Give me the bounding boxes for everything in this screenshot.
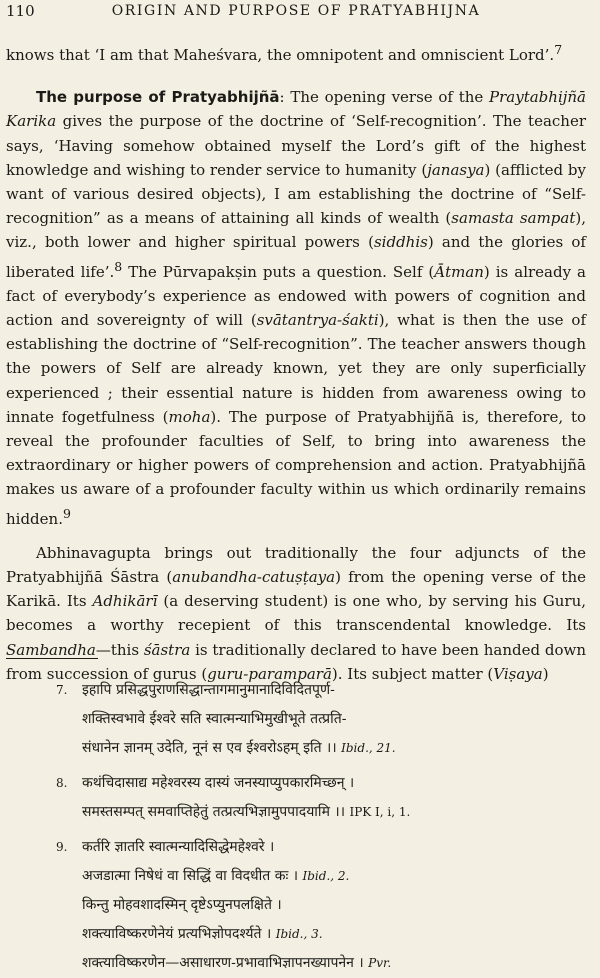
footnote-label: 9. (56, 840, 68, 854)
footnote-ref-7: 7 (554, 42, 563, 57)
running-title: ORIGIN AND PURPOSE OF PRATYABHIJNA (111, 3, 481, 19)
italic-term: śāstra (143, 640, 191, 659)
footnote-label: 7. (56, 683, 68, 697)
sanskrit-text: कर्तरि ज्ञातरि स्वात्मन्यादिसिद्धेमहेश्वरे । (82, 839, 275, 855)
footnote-separator (6, 658, 98, 659)
sanskrit-text: इहापि प्रसिद्धपुराणसिद्धान्तागमानुमानादिविदितपूर्ण- (82, 682, 335, 698)
italic-term: siddhis (373, 233, 428, 252)
citation: Ibid., 21. (341, 741, 396, 755)
footnote-line (82, 798, 586, 827)
text-run: : The opening verse of the (279, 88, 490, 107)
text-run: —this (95, 640, 144, 659)
page-number: 110 (6, 2, 35, 20)
text-run: (a deserving student) is one who, by serving his Guru, becomes a worthy recepient of this transcendental knowledge. Its (6, 592, 586, 635)
italic-term: janasya (427, 160, 485, 179)
text-run: gives the purpose of the doctrine of ‘Self-recognition’. The teacher says, ‘Having somehow obtained myself the Lord’s gift of the highest knowledge and wishing to render service to humanity ( (6, 112, 586, 179)
text-run: ) from the opening verse of the Karikā. Its (6, 568, 586, 611)
italic-term: Sambandha (6, 640, 96, 659)
footnotes (56, 676, 586, 978)
citation: IPK I, i, 1. (349, 805, 411, 819)
citation: Ibid., 2. (302, 869, 350, 883)
text-run: ), viz., both lower and higher spiritual powers ( (6, 209, 586, 252)
footnote-line (82, 891, 586, 920)
sanskrit-text: कथंचिदासाद्य महेश्वरस्य दास्यं जनस्याप्युपकारमिच्छन् । (82, 775, 355, 791)
paragraph-adjuncts (6, 541, 586, 686)
text-run: ) and the glories of liberated life’. (6, 233, 586, 281)
text-run: Abhinavagupta brings out traditionally the four adjuncts of the Pratyabhijñā Śāstra ( (6, 543, 586, 587)
sanskrit-text: शक्तिस्वभावे ईश्वरे सति स्वात्मन्याभिमुखीभूते तत्प्रति- (82, 711, 347, 727)
italic-term: guru-paramparā (207, 664, 332, 683)
section-heading: The purpose of Pratyabhijñā (36, 88, 280, 107)
footnote-line (82, 949, 586, 978)
footnote-line (82, 833, 586, 862)
text-run: ). Its subject matter ( (331, 664, 494, 683)
citation: Ibid., 3. (275, 927, 323, 941)
main-text (6, 38, 586, 686)
sanskrit-text: समस्तसम्पत् समवाप्तिहेतुं तत्प्रत्यभिज्ञामुपपादयामि ।। (82, 804, 350, 820)
footnote-8 (56, 769, 586, 827)
footnote-line (82, 920, 586, 949)
sanskrit-text: संधानेन ज्ञानम् उदेति, नूनं स एव ईश्वरोऽहम् इति ।। (82, 740, 342, 756)
footnote-ref-8: 8 (114, 258, 123, 274)
text-run: ) is already a fact of everybody’s experience as endowed with powers of cognition and action and sovereignty of will ( (6, 262, 586, 330)
text-run: is traditionally declared to have been handed down from succession of gurus ( (6, 640, 586, 683)
italic-term: Ātman (434, 262, 484, 281)
footnote-9 (56, 833, 586, 978)
sanskrit-text: अजडात्मा निषेधं वा सिद्धिं वा विदधीत कः । (82, 868, 303, 884)
footnote-line (82, 705, 586, 734)
text-run: ) (542, 664, 549, 683)
text-run: ), what is then the use of establishing the doctrine of “Self-recognition”. The teacher answers though the powers of Self are already known, yet they are only superficially experienced ; their essential nature is hidden from awareness owing to innate fogetfulness ( (6, 311, 586, 426)
italic-term: moha (168, 407, 211, 426)
citation: Pvr. (368, 956, 392, 970)
italic-term: Praytabhijñā Karika (6, 88, 586, 131)
footnote-label: 8. (56, 776, 68, 790)
italic-term: anubandha-catuṣṭaya (172, 568, 336, 587)
footnote-ref-9: 9 (62, 505, 71, 521)
paragraph-1 (6, 38, 586, 67)
sanskrit-text: शक्त्याविष्करणेनेयं प्रत्यभिज्ञोपदर्श्यते । (82, 926, 276, 942)
footnote-line (82, 676, 586, 705)
sanskrit-text: शक्त्याविष्करणेन—असाधारण-प्रभावाभिज्ञापनख्यापनेन । (82, 955, 369, 971)
text-run: ) (afflicted by want of various desired objects), I am establishing the doctrine of “Self-recognition” as a means of attaining all kinds of wealth ( (6, 160, 586, 228)
italic-term: Viṣaya (493, 664, 543, 683)
italic-term: Adhikārī (92, 592, 158, 611)
footnote-line (82, 862, 586, 891)
footnote-line (82, 734, 586, 763)
text-run: ). The purpose of Pratyabhijñā is, therefore, to reveal the profounder faculties of Self, to bring into awareness the extraordinary or higher powers of comprehension and action. Pratyabhijñā makes us aware of a profounder faculty within us which ordinarily remains hidden. (6, 407, 587, 528)
paragraph-purpose (6, 85, 586, 531)
footnote-line (82, 769, 586, 798)
page-header (6, 2, 586, 26)
text-run: The Pūrvapakṣin puts a question. Self ( (122, 262, 435, 281)
italic-term: samasta sampat (451, 209, 576, 228)
italic-term: svātantrya-śakti (256, 311, 379, 330)
footnote-7 (56, 676, 586, 763)
sanskrit-text: किन्तु मोहवशादस्मिन् दृष्टेऽप्युनपलक्षिते । (82, 897, 282, 913)
paragraph-1-text: knows that ‘I am that Maheśvara, the omnipotent and omniscient Lord’. (6, 46, 555, 64)
